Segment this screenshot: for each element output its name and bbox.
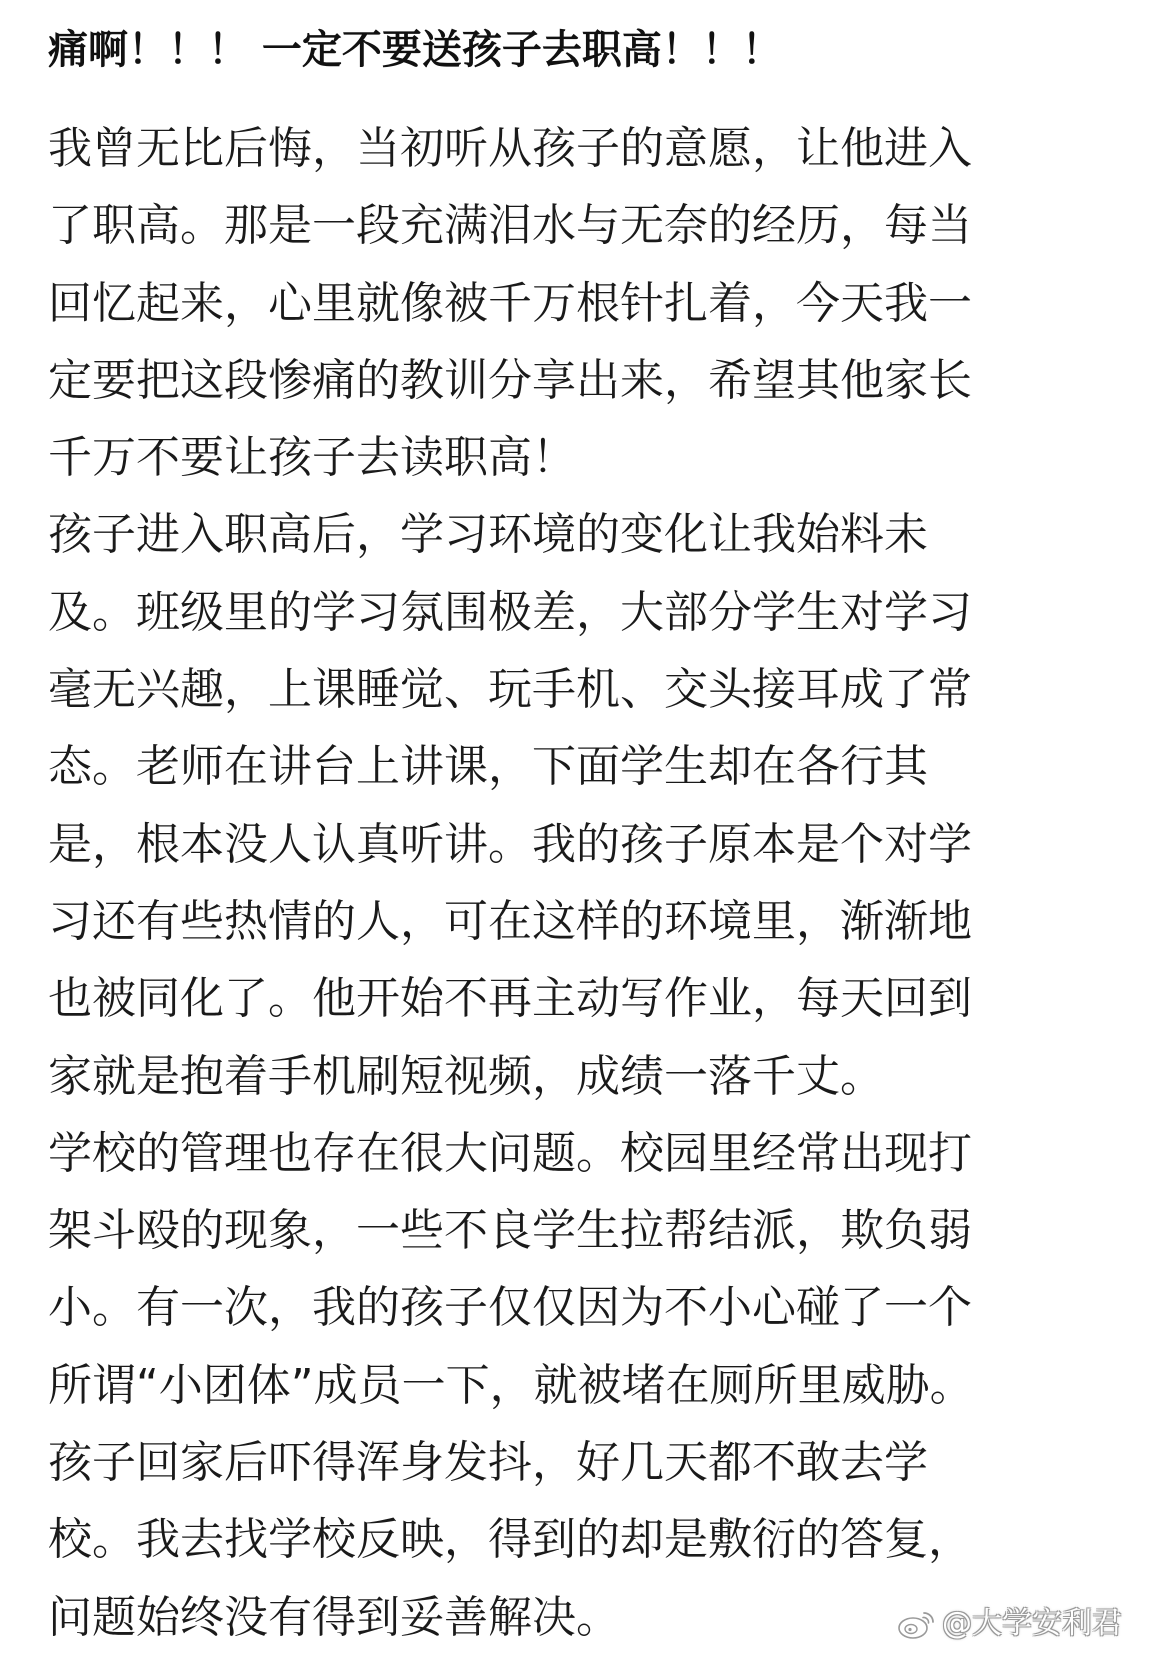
watermark-text: @大学安利君 (942, 1606, 1122, 1641)
body-line: 孩子进入职高后，学习环境的变化让我始料未 (48, 509, 928, 561)
body-line: 孩子回家后吓得浑身发抖，好几天都不敢去学 (48, 1437, 928, 1489)
weibo-logo-icon (896, 1607, 936, 1641)
body-line: 习还有些热情的人，可在这样的环境里，渐渐地 (48, 895, 972, 947)
body-line: 回忆起来，心里就像被千万根针扎着，今天我一 (48, 277, 972, 329)
body-line: 毫无兴趣，上课睡觉、玩手机、交头接耳成了常 (48, 664, 972, 716)
body-line: 问题始终没有得到妥善解决。 (48, 1591, 620, 1643)
body-line: 校。我去找学校反映，得到的却是敷衍的答复， (48, 1514, 972, 1566)
watermark (896, 1604, 1122, 1644)
body-line: 及。班级里的学习氛围极差，大部分学生对学习 (48, 586, 972, 638)
body-line: 我曾无比后悔，当初听从孩子的意愿，让他进入 (48, 123, 972, 174)
body-line: 态。老师在讲台上讲课，下面学生却在各行其 (48, 741, 928, 793)
body-line: 小。有一次，我的孩子仅仅因为不小心碰了一个 (48, 1282, 972, 1334)
body-line: 是，根本没人认真听讲。我的孩子原本是个对学 (48, 818, 972, 870)
article-body (48, 110, 1048, 1656)
body-line: 家就是抱着手机刷短视频，成绩一落千丈。 (48, 1050, 884, 1102)
body-line: 千万不要让孩子去读职高！ (48, 432, 576, 484)
body-line: 所谓“小团体”成员一下，就被堵在厕所里威胁。 (48, 1359, 974, 1411)
body-line: 了职高。那是一段充满泪水与无奈的经历，每当 (48, 200, 972, 252)
article-title: 痛啊！！！ 一定不要送孩子去职高！！！ (48, 27, 782, 73)
body-line: 架斗殴的现象，一些不良学生拉帮结派，欺负弱 (48, 1205, 972, 1257)
body-line: 学校的管理也存在很大问题。校园里经常出现打 (48, 1127, 972, 1179)
body-line: 也被同化了。他开始不再主动写作业，每天回到 (48, 973, 972, 1025)
body-line: 定要把这段惨痛的教训分享出来，希望其他家长 (48, 354, 972, 406)
